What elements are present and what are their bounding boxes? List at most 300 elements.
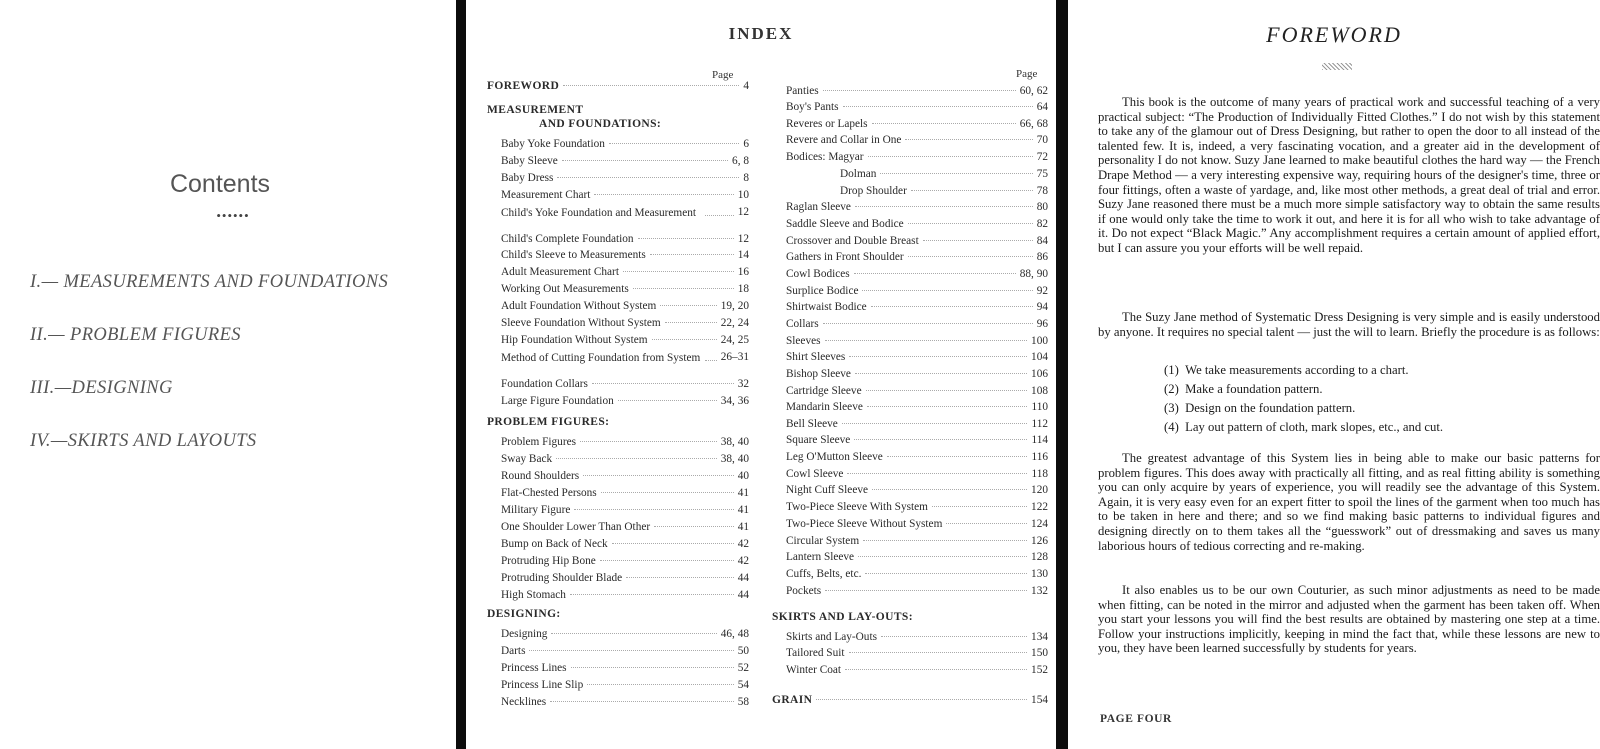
- index-entry-page: 50: [737, 645, 749, 657]
- index-entry-page: 75: [1036, 168, 1048, 180]
- procedure-step-4: [1164, 420, 1443, 435]
- index-entry-page: 8: [743, 172, 749, 184]
- index-entry-label: DESIGNING:: [487, 608, 561, 620]
- index-entry-label: Square Sleeve: [786, 434, 851, 446]
- index-entry[interactable]: [840, 185, 1048, 198]
- index-entry-page: 118: [1031, 468, 1048, 480]
- index-entry-label: Gathers in Front Shoulder: [786, 251, 904, 263]
- index-entry-label: SKIRTS AND LAY-OUTS:: [772, 611, 913, 623]
- index-entry-label: Raglan Sleeve: [786, 201, 851, 213]
- index-entry-page: 92: [1036, 285, 1048, 297]
- index-entry[interactable]: [501, 589, 749, 602]
- index-entry[interactable]: [786, 201, 1048, 214]
- index-entry-label: Boy's Pants: [786, 101, 839, 113]
- index-entry-label: Skirts and Lay-Outs: [786, 631, 877, 643]
- index-entry-page: 14: [737, 249, 749, 261]
- dot-leader: [905, 139, 1032, 140]
- dot-leader: [855, 373, 1027, 374]
- dot-leader: [571, 667, 734, 668]
- index-entry-label: Child's Sleeve to Measurements: [501, 249, 646, 261]
- index-entry-label: Protruding Shoulder Blade: [501, 572, 623, 584]
- dot-leader: [583, 475, 734, 476]
- foreword-title: FOREWORD: [1266, 22, 1402, 47]
- index-entry-page: 114: [1031, 434, 1048, 446]
- page-gutter-right: [1056, 0, 1068, 749]
- index-entry-label: Revere and Collar in One: [786, 134, 902, 146]
- index-entry[interactable]: [786, 268, 1048, 281]
- dot-leader: [623, 271, 734, 272]
- step-number: (1): [1164, 363, 1179, 377]
- dot-leader: [825, 340, 1028, 341]
- index-entry-label: PROBLEM FIGURES:: [487, 416, 610, 428]
- index-section-heading: [487, 104, 749, 117]
- dot-leader: [862, 290, 1032, 291]
- index-section-heading: [487, 608, 749, 621]
- index-entry-label: Foundation Collars: [501, 378, 588, 390]
- step-text: Lay out pattern of cloth, mark slopes, etc., and cut.: [1185, 420, 1444, 434]
- index-entry-label: Cowl Sleeve: [786, 468, 844, 480]
- step-number: (3): [1164, 401, 1179, 415]
- index-entry[interactable]: [786, 318, 1048, 331]
- dot-leader: [880, 173, 1032, 174]
- index-entry-page: 44: [737, 572, 749, 584]
- index-entry-label: Cartridge Sleeve: [786, 385, 862, 397]
- index-entry[interactable]: [501, 538, 749, 551]
- dot-leader: [570, 594, 734, 595]
- index-entry[interactable]: [501, 555, 749, 568]
- index-entry-label: Method of Cutting Foundation from System: [501, 352, 701, 364]
- index-entry-page: 70: [1036, 134, 1048, 146]
- contents-item-problem-figures[interactable]: II.— PROBLEM FIGURES: [30, 325, 241, 345]
- page-column-header: Page: [712, 69, 734, 81]
- index-entry[interactable]: [786, 335, 1048, 348]
- index-entry-page: 10: [737, 189, 749, 201]
- index-entry-label: GRAIN: [772, 694, 813, 706]
- index-entry[interactable]: [501, 628, 749, 641]
- index-entry-page: 150: [1031, 647, 1048, 659]
- dot-leader: [825, 590, 1027, 591]
- dot-leader: [660, 305, 716, 306]
- dot-leader: [592, 383, 734, 384]
- dot-leader: [908, 223, 1033, 224]
- index-entry-page: 108: [1031, 385, 1048, 397]
- dot-leader: [868, 156, 1033, 157]
- index-entry-label: Princess Line Slip: [501, 679, 584, 691]
- index-entry[interactable]: [786, 568, 1048, 581]
- index-entry-page: 12: [737, 206, 749, 218]
- dot-leader: [626, 577, 734, 578]
- index-entry-label: One Shoulder Lower Than Other: [501, 521, 651, 533]
- index-entry-page: 32: [737, 378, 749, 390]
- index-entry-page: 41: [737, 504, 749, 516]
- index-entry-label: Shirt Sleeves: [786, 351, 846, 363]
- index-entry-label: Military Figure: [501, 504, 571, 516]
- index-entry-page: 128: [1031, 551, 1048, 563]
- index-entry-label: Bump on Back of Neck: [501, 538, 608, 550]
- index-entry-label: Darts: [501, 645, 526, 657]
- index-entry[interactable]: [786, 101, 1048, 114]
- index-entry-label: Sleeves: [786, 335, 821, 347]
- index-entry-page: 19, 20: [720, 300, 749, 312]
- index-entry-label: Adult Foundation Without System: [501, 300, 657, 312]
- index-entry-page: 134: [1031, 631, 1048, 643]
- dot-leader: [557, 177, 739, 178]
- dot-leader: [816, 699, 1027, 700]
- index-entry-page: 58: [737, 696, 749, 708]
- index-entry-page: 112: [1031, 418, 1048, 430]
- foreword-paragraph-2: The Suzy Jane method of Systematic Dress Designing is very simple and is easily understood by anyone. It requires no special talent — just the will to learn. Briefly the procedure is as follows:: [1098, 310, 1600, 339]
- step-number: (4): [1164, 420, 1179, 434]
- index-entry-page: 52: [737, 662, 749, 674]
- index-section-heading: [487, 416, 749, 429]
- dot-leader: [574, 509, 733, 510]
- index-entry[interactable]: [786, 664, 1048, 677]
- index-entry[interactable]: [501, 317, 749, 330]
- dot-leader: [855, 206, 1033, 207]
- index-entry-page: 100: [1031, 335, 1048, 347]
- index-title: INDEX: [728, 24, 794, 43]
- dot-leader: [854, 273, 1016, 274]
- index-entry[interactable]: [501, 155, 749, 168]
- dot-leader: [867, 406, 1028, 407]
- dot-leader: [863, 540, 1027, 541]
- dot-leader: [665, 322, 717, 323]
- index-entry-label: Panties: [786, 85, 819, 97]
- index-entry-label: Flat-Chested Persons: [501, 487, 597, 499]
- index-entry-page: 72: [1036, 151, 1048, 163]
- dot-leader: [650, 254, 734, 255]
- index-entry-label: Round Shoulders: [501, 470, 580, 482]
- dot-leader: [529, 650, 733, 651]
- index-entry-label: Designing: [501, 628, 548, 640]
- index-entry[interactable]: [501, 334, 749, 347]
- index-entry-page: 41: [737, 487, 749, 499]
- index-entry[interactable]: [786, 351, 1048, 364]
- index-entry-page: 132: [1031, 585, 1048, 597]
- index-section-heading: [772, 611, 1048, 624]
- index-entry-page: 130: [1031, 568, 1048, 580]
- dot-leader: [654, 526, 734, 527]
- index-entry-page: 88, 90: [1019, 268, 1048, 280]
- index-entry[interactable]: [786, 218, 1048, 231]
- index-entry-page: 41: [737, 521, 749, 533]
- index-section-heading: [487, 80, 749, 93]
- index-entry-page: 110: [1031, 401, 1048, 413]
- index-entry[interactable]: [501, 233, 749, 246]
- index-entry-label: MEASUREMENT: [487, 104, 584, 116]
- index-entry[interactable]: [501, 645, 749, 658]
- index-entry-page: 96: [1036, 318, 1048, 330]
- index-entry-page: 38, 40: [720, 436, 749, 448]
- dot-leader: [847, 473, 1027, 474]
- index-entry-page: 94: [1036, 301, 1048, 313]
- index-entry[interactable]: [501, 300, 749, 313]
- dot-leader: [823, 323, 1033, 324]
- dot-leader: [601, 492, 734, 493]
- index-entry[interactable]: [786, 301, 1048, 314]
- dot-leader: [843, 106, 1033, 107]
- index-entry[interactable]: [501, 172, 749, 185]
- index-entry-page: 122: [1031, 501, 1048, 513]
- index-entry-page: 40: [737, 470, 749, 482]
- step-number: (2): [1164, 382, 1179, 396]
- procedure-step-3: [1164, 401, 1355, 416]
- index-entry[interactable]: [501, 138, 749, 151]
- index-entry-page: 34, 36: [720, 395, 749, 407]
- index-entry[interactable]: [786, 631, 1048, 644]
- index-entry[interactable]: [786, 451, 1048, 464]
- index-entry-label: Child's Yoke Foundation and Measurement: [501, 207, 697, 219]
- index-entry[interactable]: [786, 385, 1048, 398]
- dot-leader: [842, 423, 1028, 424]
- index-entry-label: Cowl Bodices: [786, 268, 850, 280]
- foreword-paragraph-1: This book is the outcome of many years of practical work and successful teaching of a very practical subject: “The Production of Individually Fitted Clothes.” I do not wish by this statement to take any of the glamour out of Dress Designing, but rather to open the door to all instead of the talented few. It is, indeed, a very fascinating vocation, and a greater aid in the development of personality I do not know. Suzy Jane learned to make beautiful clothes the hard way — the French Drape Method — a very interesting expensive way, requiring hours of the designer's time, three or four fittings, often a waste of yardage, and, like most other methods, a great deal of trial and error. Suzy Jane reasoned there must be a much more simple satisfactory way to obtain the same results if one would only take the time to work it out, and here it is for all who wish to take advantage of it. Do not expect “Black Magic.” Any accomplishment requires a certain amount of applied effort, but I can assure you your efforts will be well repaid.: [1098, 95, 1600, 255]
- index-entry[interactable]: [501, 453, 749, 466]
- index-entry[interactable]: [786, 134, 1048, 147]
- dot-leader: [865, 573, 1027, 574]
- index-entry-page: 124: [1031, 518, 1048, 530]
- dot-leader: [923, 240, 1033, 241]
- index-entry-label: Bodices: Magyar: [786, 151, 864, 163]
- index-entry-label: Sleeve Foundation Without System: [501, 317, 661, 329]
- index-entry[interactable]: [786, 151, 1048, 164]
- index-entry-label: Winter Coat: [786, 664, 842, 676]
- contents-ornament: ••••••: [216, 208, 250, 223]
- index-entry-label: FOREWORD: [487, 80, 560, 92]
- page-footer: PAGE FOUR: [1100, 713, 1172, 725]
- index-entry-label: Hip Foundation Without System: [501, 334, 648, 346]
- dot-leader: [881, 636, 1027, 637]
- index-entry-label: Drop Shoulder: [840, 185, 907, 197]
- index-entry[interactable]: [501, 206, 749, 219]
- contents-item-skirts[interactable]: IV.—SKIRTS AND LAYOUTS: [30, 431, 257, 451]
- index-entry-page: 54: [737, 679, 749, 691]
- index-entry-page: 84: [1036, 235, 1048, 247]
- index-entry-label: Princess Lines: [501, 662, 567, 674]
- index-entry-label: Baby Dress: [501, 172, 554, 184]
- procedure-step-2: [1164, 382, 1323, 397]
- index-entry-label: Bell Sleeve: [786, 418, 838, 430]
- dot-leader: [866, 390, 1027, 391]
- dot-leader: [550, 701, 734, 702]
- index-entry-label: Mandarin Sleeve: [786, 401, 863, 413]
- index-entry-page: 22, 24: [720, 317, 749, 329]
- index-entry-page: 78: [1036, 185, 1048, 197]
- index-entry-page: 154: [1031, 694, 1048, 706]
- dot-leader: [705, 360, 717, 361]
- index-entry-page: 120: [1031, 484, 1048, 496]
- dot-leader: [609, 143, 739, 144]
- index-entry-page: 42: [737, 555, 749, 567]
- index-entry-page: 12: [737, 233, 749, 245]
- index-entry[interactable]: [501, 395, 749, 408]
- dot-leader: [612, 543, 734, 544]
- index-entry-page: 42: [737, 538, 749, 550]
- index-entry-page: 44: [737, 589, 749, 601]
- page-gutter-left: [456, 0, 466, 749]
- index-entry[interactable]: [786, 235, 1048, 248]
- dot-leader: [563, 85, 739, 86]
- index-entry-page: 80: [1036, 201, 1048, 213]
- index-entry-label: High Stomach: [501, 589, 566, 601]
- index-entry-label: Crossover and Double Breast: [786, 235, 919, 247]
- index-entry[interactable]: [786, 418, 1048, 431]
- index-entry[interactable]: [501, 696, 749, 709]
- index-entry-page: 60, 62: [1019, 85, 1048, 97]
- index-entry-label: Adult Measurement Chart: [501, 266, 619, 278]
- index-entry[interactable]: [501, 521, 749, 534]
- index-entry-label: Necklines: [501, 696, 547, 708]
- contents-page: [0, 0, 456, 749]
- index-entry[interactable]: [786, 285, 1048, 298]
- index-entry-label: Protruding Hip Bone: [501, 555, 596, 567]
- contents-item-designing[interactable]: III.—DESIGNING: [30, 378, 173, 398]
- dot-leader: [705, 215, 734, 216]
- dot-leader: [858, 556, 1027, 557]
- index-entry-page: 126: [1031, 535, 1048, 547]
- step-text: Make a foundation pattern.: [1185, 382, 1323, 396]
- index-entry-label: Child's Complete Foundation: [501, 233, 634, 245]
- index-entry-label: Problem Figures: [501, 436, 576, 448]
- index-entry-label: Sway Back: [501, 453, 553, 465]
- page-column-header: Page: [1016, 68, 1038, 80]
- index-entry-label: Baby Yoke Foundation: [501, 138, 605, 150]
- index-entry-label: Circular System: [786, 535, 860, 547]
- index-entry-page: 24, 25: [720, 334, 749, 346]
- index-entry-label: Shirtwaist Bodice: [786, 301, 867, 313]
- dot-leader: [849, 652, 1028, 653]
- index-entry[interactable]: [786, 484, 1048, 497]
- procedure-step-1: [1164, 363, 1409, 378]
- index-entry-page: 82: [1036, 218, 1048, 230]
- index-entry[interactable]: [786, 118, 1048, 131]
- dot-leader: [551, 633, 716, 634]
- dot-leader: [618, 400, 717, 401]
- index-entry[interactable]: [786, 551, 1048, 564]
- index-entry[interactable]: [501, 662, 749, 675]
- index-entry-page: 46, 48: [720, 628, 749, 640]
- index-entry-page: 66, 68: [1019, 118, 1048, 130]
- index-entry-page: 16: [737, 266, 749, 278]
- foreword-paragraph-4: It also enables us to be our own Couturier, as such minor adjustments as need to be made when fitting, can be noted in the mirror and adjusted when the garment has been taken off. When you start your lessons you will find the best results are obtained by mastering one step at a time. Follow your instructions implicitly, keeping in mind the fact that, while these lessons are new to you, they have been learned successfully by students for years.: [1098, 583, 1600, 656]
- dot-leader: [887, 456, 1028, 457]
- index-entry[interactable]: [501, 283, 749, 296]
- dot-leader: [871, 306, 1033, 307]
- dot-leader: [652, 339, 717, 340]
- dot-leader: [872, 123, 1016, 124]
- index-entry-label: Lantern Sleeve: [786, 551, 855, 563]
- index-entry-page: 4: [743, 80, 749, 92]
- index-entry[interactable]: [786, 501, 1048, 514]
- dot-leader: [580, 441, 717, 442]
- dot-leader: [908, 256, 1033, 257]
- index-entry-label: Cuffs, Belts, etc.: [786, 568, 862, 580]
- index-entry-label: Reveres or Lapels: [786, 118, 868, 130]
- dot-leader: [932, 506, 1027, 507]
- index-entry[interactable]: [786, 585, 1048, 598]
- index-entry[interactable]: [786, 368, 1048, 381]
- index-right-column: [772, 0, 1048, 749]
- ornament-divider: [1322, 63, 1352, 70]
- index-entry-label: Baby Sleeve: [501, 155, 558, 167]
- dot-leader: [594, 194, 733, 195]
- index-entry-label: Collars: [786, 318, 819, 330]
- contents-item-measurements[interactable]: I.— MEASUREMENTS AND FOUNDATIONS: [30, 272, 389, 292]
- index-left-column: [487, 0, 749, 749]
- index-entry-label: Two-Piece Sleeve Without System: [786, 518, 943, 530]
- index-entry-label: Night Cuff Sleeve: [786, 484, 868, 496]
- index-entry-label: Surplice Bodice: [786, 285, 859, 297]
- dot-leader: [911, 190, 1033, 191]
- dot-leader: [633, 288, 734, 289]
- index-entry-page: 106: [1031, 368, 1048, 380]
- index-entry-label: Measurement Chart: [501, 189, 591, 201]
- dot-leader: [946, 523, 1027, 524]
- dot-leader: [600, 560, 734, 561]
- step-text: We take measurements according to a chart.: [1185, 363, 1409, 377]
- index-entry-label: Dolman: [840, 168, 877, 180]
- index-entry-label: Pockets: [786, 585, 822, 597]
- dot-leader: [638, 238, 734, 239]
- index-entry[interactable]: [501, 249, 749, 262]
- index-entry[interactable]: [786, 434, 1048, 447]
- index-entry[interactable]: [501, 572, 749, 585]
- index-entry-page: 104: [1031, 351, 1048, 363]
- dot-leader: [849, 356, 1027, 357]
- index-entry[interactable]: [786, 251, 1048, 264]
- index-entry[interactable]: [501, 679, 749, 692]
- dot-leader: [587, 684, 733, 685]
- index-page: [466, 0, 1056, 749]
- index-entry-label: Bishop Sleeve: [786, 368, 851, 380]
- index-entry[interactable]: [786, 401, 1048, 414]
- index-entry[interactable]: [501, 436, 749, 449]
- index-entry-page: 116: [1031, 451, 1048, 463]
- index-entry-page: 152: [1031, 664, 1048, 676]
- index-entry[interactable]: [501, 189, 749, 202]
- dot-leader: [872, 489, 1027, 490]
- index-entry[interactable]: [786, 647, 1048, 660]
- foreword-paragraph-3: The greatest advantage of this System lies in being able to make our basic patterns for problem figures. This does away with practically all fitting, and as real fitting ability is something you can only acquire by years of experience, you will readily see the advantage of this System. Again, it is very easy even for an expert fitter to spoil the lines of the garment when too much has to be taken in here and there; and so we find making basic patterns to individual figures and designing directly on to them takes all the “guesswork” out of dressmaking and saves us many laborious hours of tedious correcting and re-making.: [1098, 451, 1600, 553]
- index-section-heading: [539, 118, 749, 131]
- index-entry[interactable]: [501, 266, 749, 279]
- index-entry[interactable]: [786, 85, 1048, 98]
- index-entry-label: Two-Piece Sleeve With System: [786, 501, 928, 513]
- index-entry-page: 86: [1036, 251, 1048, 263]
- index-entry-label: AND FOUNDATIONS:: [539, 118, 662, 130]
- index-entry[interactable]: [786, 468, 1048, 481]
- index-entry-page: 6: [743, 138, 749, 150]
- index-entry[interactable]: [501, 470, 749, 483]
- dot-leader: [854, 439, 1027, 440]
- index-entry-page: 64: [1036, 101, 1048, 113]
- index-entry[interactable]: [786, 518, 1048, 531]
- index-entry-page: 38, 40: [720, 453, 749, 465]
- index-entry[interactable]: [501, 351, 749, 364]
- step-text: Design on the foundation pattern.: [1185, 401, 1356, 415]
- index-entry[interactable]: [501, 487, 749, 500]
- index-entry[interactable]: [786, 535, 1048, 548]
- index-entry-label: Leg O'Mutton Sleeve: [786, 451, 883, 463]
- dot-leader: [562, 160, 728, 161]
- index-entry-page: 6, 8: [732, 155, 749, 167]
- index-entry-page: 26–31: [720, 351, 749, 363]
- dot-leader: [556, 458, 717, 459]
- index-entry[interactable]: [501, 378, 749, 391]
- index-entry[interactable]: [840, 168, 1048, 181]
- index-entry-label: Saddle Sleeve and Bodice: [786, 218, 904, 230]
- index-entry[interactable]: [501, 504, 749, 517]
